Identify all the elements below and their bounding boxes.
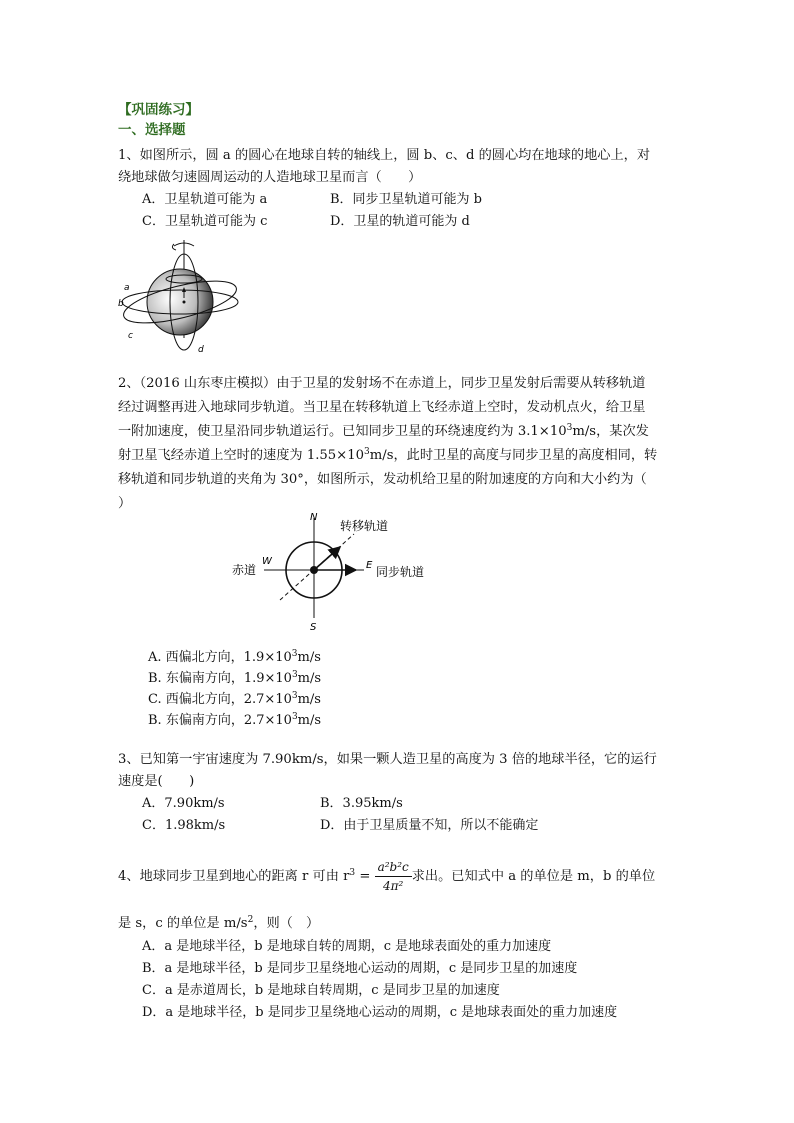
q1-option-b: B．同步卫星轨道可能为 b [330, 192, 483, 207]
q1-option-a: A．卫星轨道可能为 a [142, 192, 268, 207]
q2-stem-line1: 2、（2016 山东枣庄模拟）由于卫星的发射场不在赤道上，同步卫星发射后需要从转移轨道 [118, 376, 646, 391]
orbit-b-label: b [118, 299, 124, 309]
q1-option-c: C．卫星轨道可能为 c [142, 214, 268, 229]
q2-option-c: C. 西偏北方向，$2.7\times 10^3m/s$ [148, 691, 321, 707]
q2-stem-line6: ） [118, 496, 132, 511]
q2-option-a: A. 西偏北方向，$1.9\times 10^3m/s$ [148, 649, 321, 665]
orbit-c-label: c [128, 331, 133, 341]
west-label: W [262, 556, 272, 567]
satellite-dot [310, 566, 318, 574]
q3-stem-line1: 3、已知第一宇宙速度为 7.90km/s，如果一颗人造卫星的高度为 3 倍的地球半径，它的运行 [118, 752, 657, 767]
q4-option-d: D．a 是地球半径，b 是同步卫星绕地心运动的周期，c 是地球表面处的重力加速度 [142, 1005, 618, 1020]
transfer-velocity-arrow [314, 547, 340, 570]
sync-orbit-label: 同步轨道 [376, 565, 425, 579]
transfer-orbit-label: 转移轨道 [340, 519, 389, 533]
q3-option-c: C．1.98km/s [142, 818, 226, 833]
q4-option-a: A．a 是地球半径，b 是地球自转的周期，c 是地球表面处的重力加速度 [142, 939, 552, 954]
orbit-d-label: d [198, 345, 204, 355]
q3-stem-line2: 速度是( ) [118, 774, 195, 789]
north-label: N [310, 512, 318, 523]
q2-stem-line2: 经过调整再进入地球同步轨道。当卫星在转移轨道上飞经赤道上空时，发动机点火，给卫星 [118, 400, 646, 415]
q1-stem-line2: 绕地球做匀速圆周运动的人造地球卫星而言（ ） [118, 170, 422, 185]
east-label: E [366, 560, 373, 571]
q1-stem-line1: 1、如图所示，圆 a 的圆心在地球自转的轴线上，圆 b、c、d 的圆心均在地球的地心上，对 [118, 148, 651, 163]
q2-stem-line4: 射卫星飞经赤道上空时的速度为 $1.55\times 10^3m/s$，此时卫星的高度与同步卫星的高度相同，转 [118, 447, 658, 463]
q4-option-c: C．a 是赤道周长，b 是地球自转周期，c 是同步卫星的加速度 [142, 983, 500, 998]
orbit-a-label: a [124, 283, 130, 293]
equator-label: 赤道 [232, 563, 257, 577]
earth-globe [147, 269, 213, 335]
q1-option-d: D．卫星的轨道可能为 d [330, 214, 470, 229]
south-label: S [310, 622, 317, 632]
q2-stem-line5: 移轨道和同步轨道的夹角为 30°，如图所示，发动机给卫星的附加速度的方向和大小约为（ [118, 472, 647, 487]
q2-compass-figure [228, 506, 438, 632]
q4-stem-line2: 是 s，c 的单位是 $m/s^2$，则（ ） [118, 915, 320, 931]
q4-option-b: B．a 是地球半径，b 是同步卫星绕地心运动的周期，c 是同步卫星的加速度 [142, 961, 578, 976]
section-heading: 【巩固练习】 [118, 102, 199, 118]
section-subheading: 一、选择题 [118, 122, 186, 138]
q2-option-b: B. 东偏南方向，$1.9\times 10^3m/s$ [148, 670, 322, 686]
q3-option-a: A．7.90km/s [142, 796, 225, 811]
q2-stem-line3: 一附加速度，使卫星沿同步轨道运行。已知同步卫星的环绕速度约为 $3.1\times 10^3m/s$，某次发 [118, 423, 649, 439]
q3-option-b: B．3.95km/s [320, 796, 403, 811]
q3-option-d: D．由于卫星质量不知，所以不能确定 [320, 818, 539, 833]
q2-option-d: B. 东偏南方向，$2.7\times 10^3m/s$ [148, 712, 322, 728]
q4-stem-line1: 4、地球同步卫星到地心的距离 r 可由 $r^3$ = $\frac{\text{a²b²c}}{\text{4π²}}$ 求出。已知式中 a 的单位是 m，b 的单位 [118, 860, 656, 893]
q1-orbit-figure [116, 234, 248, 360]
q4-formula-fraction: $\frac{\text{a²b²c}}{\text{4π²}}$ [375, 858, 412, 895]
